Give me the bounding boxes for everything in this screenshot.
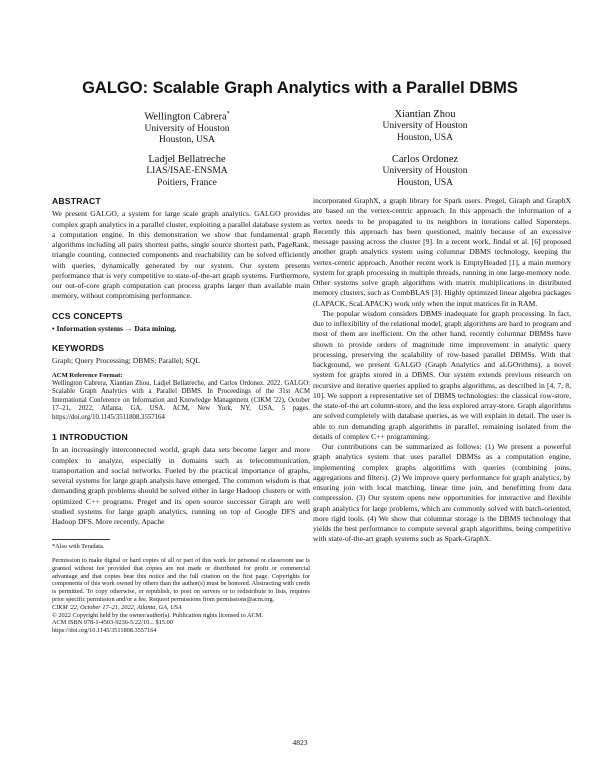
isbn: ACM ISBN 978-1-4503-9236-5/22/10... $15.00 <box>52 619 173 627</box>
author-location: Houston, USA <box>397 177 453 188</box>
page-number: 4823 <box>292 738 308 747</box>
author-location: Houston, USA <box>397 132 453 143</box>
keywords-text: Graph; Query Processing; DBMS; Parallel; SQL <box>52 356 200 366</box>
permission-notice: Permission to make digital or hard copies of all or part of this work for personal or classroom use is granted without fee provided that copies are not made or distributed for profit or commercial advantage and that copies bear this notice and the full citation on the first page. Copyrights for components of this work owned by others than the author(s) must be honored. Abstracting with credit is permitted. To copy otherwise, or republish, to post on servers or to redistribute to lists, requires prior specific permission and/or a fee. Request permissions from permissions@acm.org. <box>52 557 310 604</box>
author-footnote-mark: * <box>226 111 230 117</box>
author-name: Wellington Cabrera <box>144 111 227 123</box>
footnote: *Also with Teradata. <box>52 543 105 551</box>
author-name: Ladjel Bellatreche <box>148 154 226 165</box>
author-affiliation: University of Houston <box>382 166 468 176</box>
introduction-text: In an increasingly interconnected world, graph data sets become larger and more complex to analyze, especially in domains such as telecommunication, transportation and social networks. Fueled by the practical importance of graphs, several systems for large graph analysis have emerged. The common wisdom is that demanding graph problems should be solved either in large Hadoop clusters or with optimized C++ programs. Pregel and its open source successor Giraph are well studied systems for large graph analytics, running on top of Google DFS and Hadoop DFS. More recently, Apache <box>52 445 310 526</box>
author-affiliation: University of Houston <box>382 121 468 131</box>
reference-format-text: Wellington Cabrera, Xiantian Zhou, Ladjel Bellatreche, and Carlos Ordonez. 2022. GALGO: Scalable Graph Analytics with a Parallel DBMS. In Proceedings of the 31st ACM International Conference on Information and Knowledge Management (CIKM '22), October 17–21, 2022, Atlanta, GA, USA. ACM, New York, NY, USA, 5 pages. https://doi.org/10.1145/3511808.3557164 <box>52 379 310 421</box>
author-block-2 <box>315 108 535 144</box>
author-block-4 <box>315 153 535 189</box>
paper-title: GALGO: Scalable Graph Analytics with a Parallel DBMS <box>82 79 518 97</box>
abstract-heading: ABSTRACT <box>52 196 101 206</box>
copyright-notice: © 2022 Copyright held by the owner/author(s). Publication rights licensed to ACM. <box>52 611 263 619</box>
author-block-1 <box>77 108 297 147</box>
left-column <box>52 196 310 635</box>
footnote-rule <box>52 539 110 540</box>
author-block-3 <box>77 153 297 189</box>
reference-format-heading: ACM Reference Format: <box>52 371 123 379</box>
conference-info: CIKM '22, October 17–21, 2022, Atlanta, GA, USA <box>52 603 182 611</box>
keywords-heading: KEYWORDS <box>52 343 105 353</box>
intro-paragraph-3: Our contributions can be summarized as follows: (1) We present a powerful graph analytics system that uses parallel DBMSs as a computation engine, implementing complex graphs algorithms with queries (combining joins, aggregations and filters). (2) We improve query performance for graph analytics, by ensuring join with local matching, linear time join, and benefitting from data compression. (3) Our system opens new opportunities for interactive and flexible graph analytics for large problems, which are commonly solved with batch-oriented, more rigid tools. (4) We show that columnar storage is the DBMS technology that yields the best performance to compute several graph algorithms, being competitive with state-of-the-art graph systems such as Spark-GraphX. <box>313 442 571 544</box>
author-affiliation: University of Houston <box>144 123 230 134</box>
intro-paragraph-1: incorporated GraphX, a graph library for Spark users. Pregel, Giraph and GraphX are based on the vertex-centric approach. In this approach the information of a vertex needs to be propagated to its neighbors in iterations called Supersteps. Recently this approach has been questioned, mainly because of an excessive message passing across the cluster [9]. In a recent work, Jindal et al. [6] proposed another graph analytics system using columnar DBMS technology, keeping the vertex-centric approach. Another recent work is EmptyHeaded [1], a main memory system for graph processing in multiple threads, running in one large-memory node. Other systems solve graph algorithms with matrix multiplications in distributed memory clusters, such as CombBLAS [3]. Highly optimized linear algebra packages (LAPACK, ScaLAPACK) work only when the input matrices fit in RAM. <box>313 196 571 308</box>
author-name: Carlos Ordonez <box>391 154 459 165</box>
introduction-heading: 1 INTRODUCTION <box>52 432 128 442</box>
right-column <box>313 196 571 545</box>
author-location: Poitiers, France <box>157 177 217 188</box>
ccs-heading: CCS CONCEPTS <box>52 310 123 321</box>
author-location: Houston, USA <box>159 135 215 145</box>
author-affiliation: LIAS/ISAE-ENSMA <box>146 166 228 176</box>
intro-paragraph-2: The popular wisdom considers DBMS inadequate for graph processing. In fact, due to inflexibility of the relational model, graph algorithms are hard to program and most of them are inefficient. On the other hand, recently columnar DBMSs have shown to provide orders of magnitude time improvement in analytic query processing, preserving the scalability of row-based parallel DBMSs. With that background, we present GALGO (Graph Analytics and aLGOrithms), a novel system for graphs stored in a DBMS. Our system extends previous research on recursive and iterative queries applied to graphs algorithms, as described in [4, 7, 8, 10]. We support a representative set of DBMS technologies: the classical row-store, the state-of-the art column-store, and the less explored array-store. Graph algorithms are solved completely with database queries, as we will explain in detail. The user is able to run demanding graph algorithms in parallel, remaining isolated from the details of complex C++ programming. <box>313 308 571 441</box>
abstract-text: We present GALGO, a system for large scale graph analytics. GALGO provides complex graph analytics in a parallel cluster, exploiting a parallel database system as a computation engine. In this demonstration we show that fundamental graph algorithms including all pairs shortest paths, single source shortest path, PageRank, triangle counting, connected components and reachability can be solved efficiently with queries, dynamically generated by our system. Our system presents performance that is very competitive to state-of-the-art graph systems. Furthermore, our out-of-core graph computation can process graphs larger than available main memory, without compromising performance. <box>52 209 310 301</box>
ccs-concepts: • Information systems → Data mining. <box>52 323 177 333</box>
author-name: Xiantian Zhou <box>394 109 456 120</box>
doi-link[interactable]: https://doi.org/10.1145/3511808.3557164 <box>52 627 157 635</box>
